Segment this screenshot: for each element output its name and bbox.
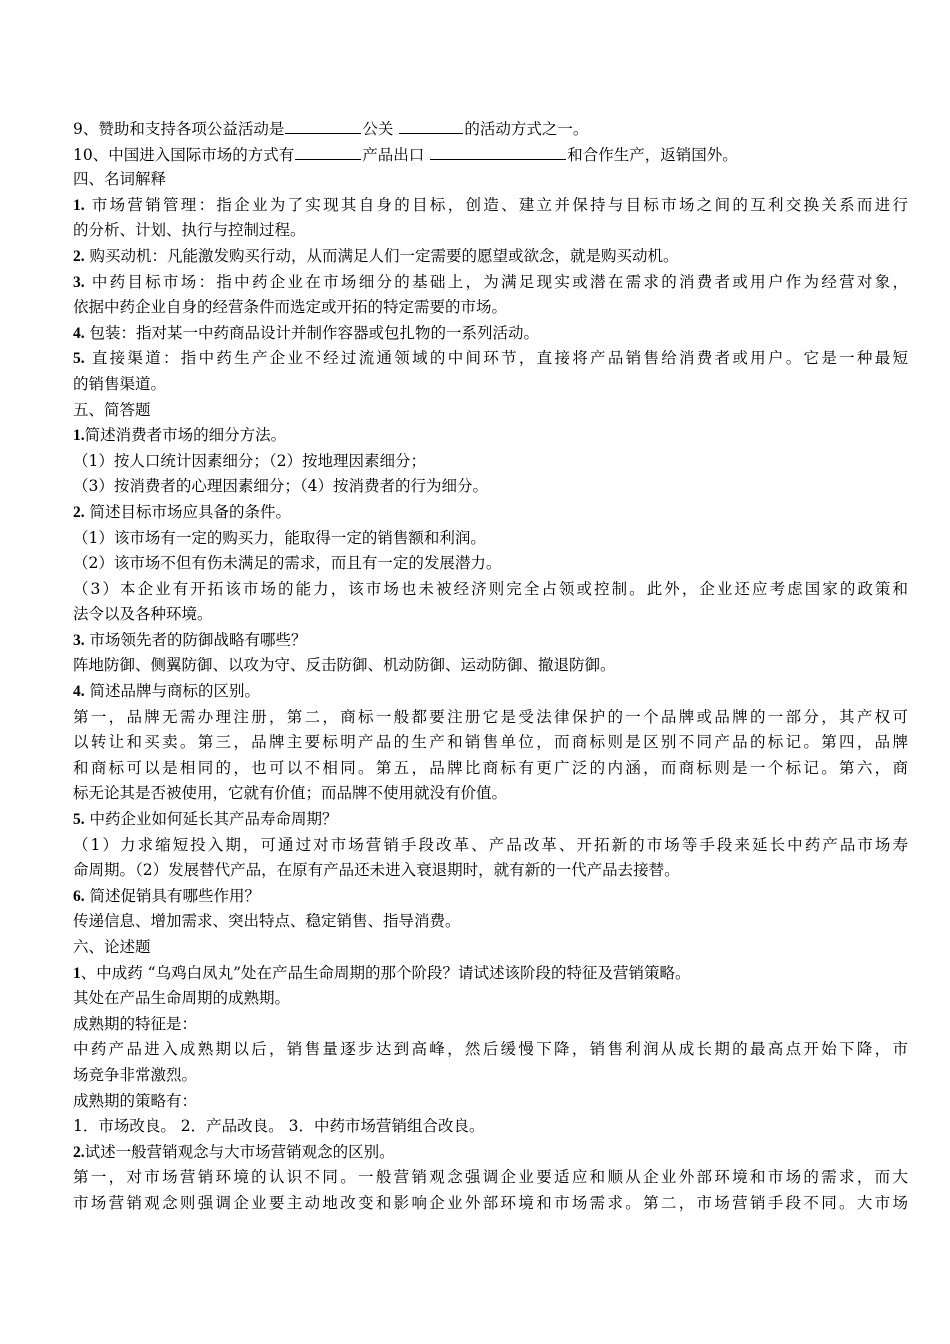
section-heading: 四、名词解释 <box>73 170 167 189</box>
answer-line: （2）该市场不但有伤未满足的需求，而且有一定的发展潜力。 <box>73 554 502 573</box>
section-heading: 五、简答题 <box>73 400 151 419</box>
answer-line: 以转让和买卖。第三，品牌主要标明产品的生产和销售单位，而商标则是区别不同产品的标记。第四，品牌 <box>73 733 908 752</box>
answer-line: 阵地防御、侧翼防御、以攻为守、反击防御、机动防御、运动防御、撤退防御。 <box>73 656 616 675</box>
section-heading: 六、论述题 <box>73 938 151 956</box>
answer-blank <box>430 142 566 160</box>
answer-line: （1）按人口统计因素细分；（2）按地理因素细分； <box>73 451 426 470</box>
answer-line: 1．市场改良。 2．产品改良。 3．中药市场营销组合改良。 <box>73 1117 485 1136</box>
term-definition: 3. 中药目标市场：指中药企业在市场细分的基础上，为满足现实或潜在需求的消费者或用户作为经营对象， <box>73 272 908 291</box>
question-title: 5. 中药企业如何延长其产品寿命周期？ <box>73 810 338 829</box>
question-text: 的活动方式之一。 <box>464 120 589 138</box>
answer-line: （3）本企业有开拓该市场的能力，该市场也未被经济则完全占领或控制。此外，企业还应考虑国家的政策和 <box>73 579 908 598</box>
answer-line: 第一，品牌无需办理注册，第二，商标一般都要注册它是受法律保护的一个品牌或品牌的一部分，其产权可 <box>73 707 908 726</box>
answer-blank <box>399 116 463 134</box>
answer-line: 成熟期的策略有： <box>73 1091 198 1110</box>
answer-line: （1）力求缩短投入期，可通过对市场营销手段改革、产品改革、开拓新的市场等手段来延长中药产品市场寿 <box>73 835 908 854</box>
question-text: 9、赞助和支持各项公益活动是 <box>73 120 285 138</box>
term-definition: 5. 直接渠道：指中药生产企业不经过流通领域的中间环节，直接将产品销售给消费者或用户。它是一种最短 <box>73 349 908 368</box>
answer-line: （1）该市场有一定的购买力，能取得一定的销售额和利润。 <box>73 528 486 547</box>
answer-line: 中药产品进入成熟期以后，销售量逐步达到高峰，然后缓慢下降，销售利润从成长期的最高点开始下降，市 <box>73 1040 908 1059</box>
term-definition-cont: 的销售渠道。 <box>73 374 167 393</box>
question-title: 3. 市场领先者的防御战略有哪些？ <box>73 630 307 649</box>
answer-line: 命周期。（2）发展替代产品，在原有产品还未进入衰退期时，就有新的一代产品去接替。 <box>73 861 680 880</box>
question-text: 公关 <box>362 120 394 138</box>
question-title: 2. 简述目标市场应具备的条件。 <box>73 502 292 521</box>
answer-line: 成熟期的特征是： <box>73 1014 198 1033</box>
question-title: 1、中成药 “乌鸡白凤丸”处在产品生命周期的那个阶段？请试述该阶段的特征及营销策略。 <box>73 963 691 982</box>
answer-line: 市场营销观念则强调企业要主动地改变和影响企业外部环境和市场需求。第二，市场营销手段不同。大市场 <box>73 1193 908 1212</box>
answer-line: （3）按消费者的心理因素细分；（4）按消费者的行为细分。 <box>73 477 488 496</box>
question-text: 产品出口 <box>362 145 425 164</box>
question-title: 6. 简述促销具有哪些作用？ <box>73 886 261 905</box>
answer-line: 标无论其是否被使用，它就有价值；而品牌不使用就没有价值。 <box>73 784 508 803</box>
answer-blank <box>295 142 361 160</box>
question-text: 和合作生产，返销国外。 <box>567 145 738 164</box>
question-title: 1.简述消费者市场的细分方法。 <box>73 426 287 445</box>
term-definition-cont: 依据中药企业自身的经营条件而选定或开拓的特定需要的市场。 <box>73 298 508 317</box>
question-title: 2.试述一般营销观念与大市场营销观念的区别。 <box>73 1142 395 1161</box>
answer-blank <box>285 116 361 134</box>
term-definition: 1. 市场营销管理：指企业为了实现其自身的目标，创造、建立并保持与目标市场之间的互利交换关系而进行 <box>73 195 908 214</box>
answer-line: 法令以及各种环境。 <box>73 605 213 624</box>
question-title: 4. 简述品牌与商标的区别。 <box>73 682 261 701</box>
answer-line: 传递信息、增加需求、突出特点、稳定销售、指导消费。 <box>73 912 461 931</box>
answer-line: 第一，对市场营销环境的认识不同。一般营销观念强调企业要适应和顺从企业外部环境和市场的需求，而大 <box>73 1168 908 1187</box>
question-text: 10、中国进入国际市场的方式有 <box>73 145 295 164</box>
fill-in-question-9 <box>73 116 908 142</box>
term-definition: 4. 包装：指对某一中药商品设计并制作容器或包扎物的一系列活动。 <box>73 323 540 342</box>
answer-line: 场竞争非常激烈。 <box>73 1065 198 1084</box>
term-definition-cont: 的分析、计划、执行与控制过程。 <box>73 221 306 240</box>
answer-line: 和商标可以是相同的，也可以不相同。第五，品牌比商标有更广泛的内涵，而商标则是一个标记。第六，商 <box>73 758 908 777</box>
answer-line: 其处在产品生命周期的成熟期。 <box>73 989 291 1008</box>
fill-in-question-10 <box>73 142 908 168</box>
term-definition: 2. 购买动机：凡能激发购买行动，从而满足人们一定需要的愿望或欲念，就是购买动机。 <box>73 246 679 265</box>
